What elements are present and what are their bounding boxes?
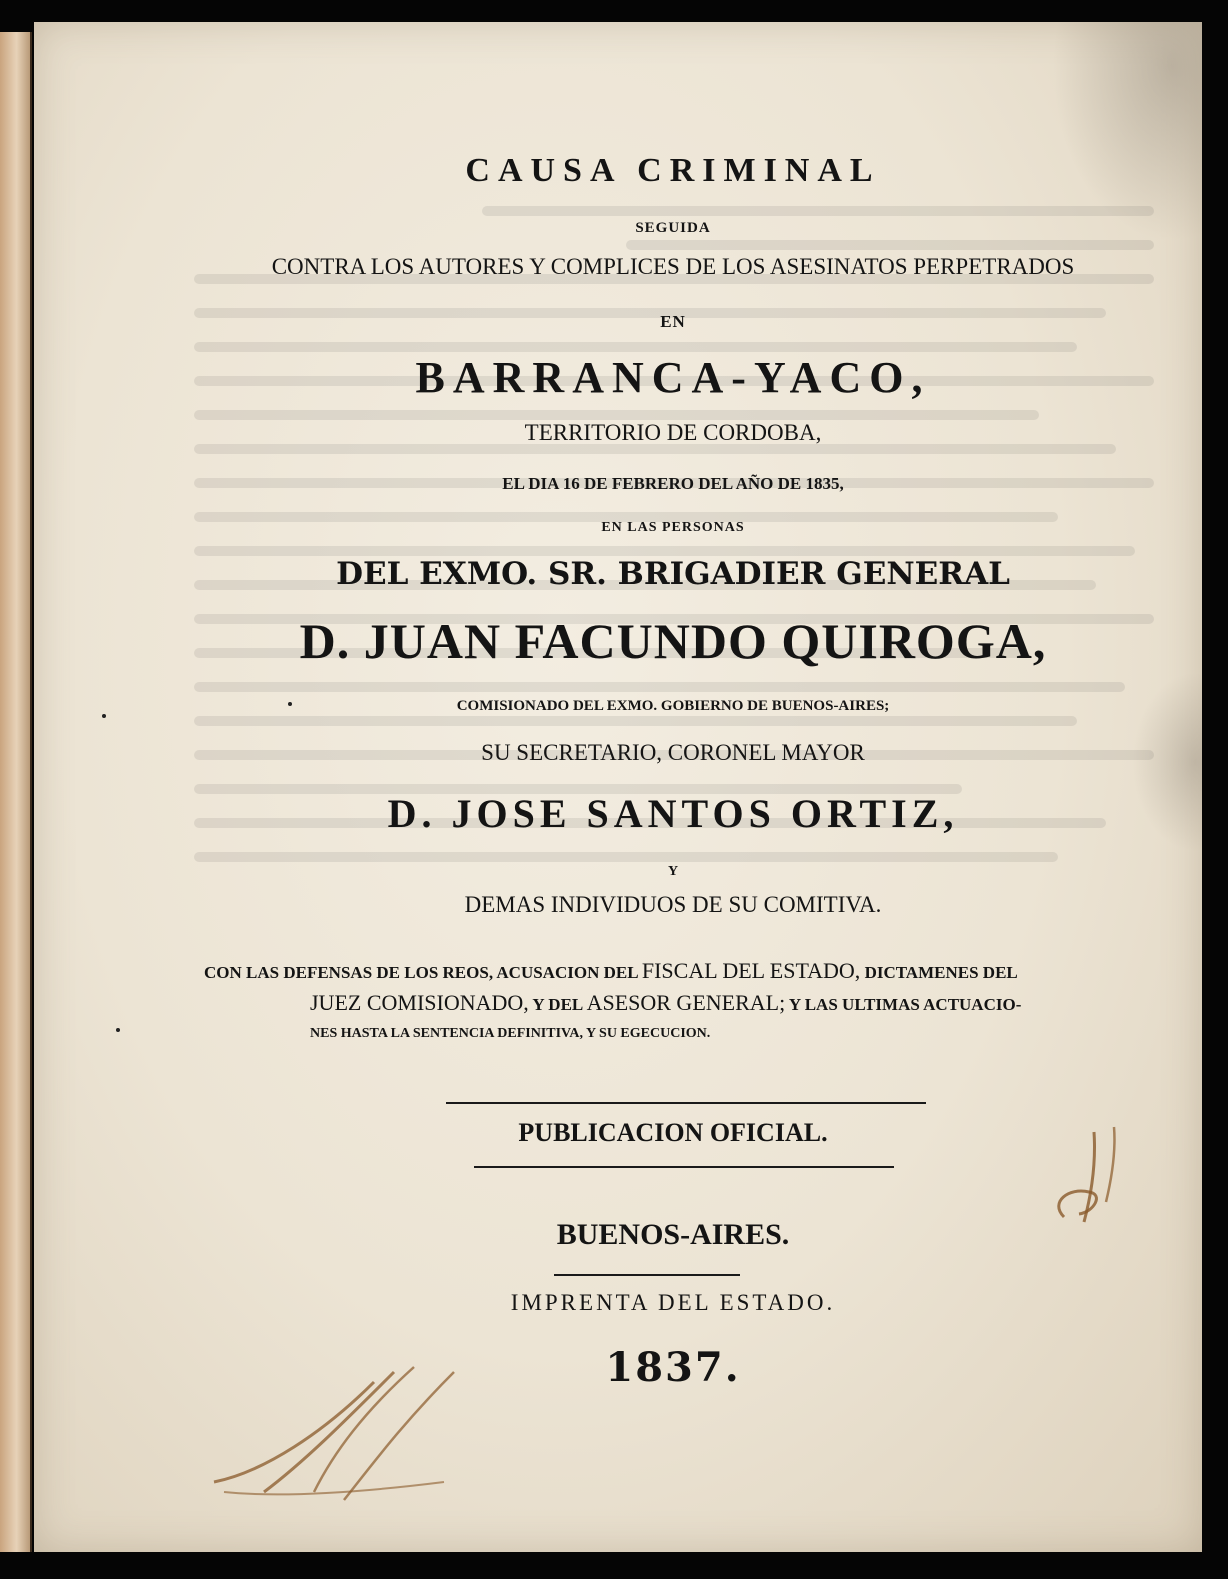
heading-name-quiroga: D. JUAN FACUNDO QUIROGA, [299, 613, 1047, 669]
text-rank: DEL EXMO. SR. BRIGADIER GENERAL [336, 556, 1010, 592]
text-imprenta: IMPRENTA DEL ESTADO. [510, 1290, 836, 1315]
divider-rule [446, 1102, 926, 1104]
heading-name-ortiz: D. JOSE SANTOS ORTIZ, [387, 791, 959, 836]
defensas-line-2 [310, 990, 1110, 1016]
text-en: EN [660, 312, 686, 331]
heading-causa-criminal: CAUSA CRIMINAL [465, 152, 881, 189]
ink-speck [288, 702, 292, 706]
defensas-text: CON LAS DEFENSAS DE LOS REOS, ACUSACION DEL [204, 963, 642, 982]
actuaciones-text: Y LAS ULTIMAS ACTUACIO- [785, 995, 1022, 1014]
text-date: EL DIA 16 DE FEBRERO DEL AÑO DE 1835, [502, 474, 844, 493]
defensas-line-1 [204, 958, 1114, 984]
text-territorio: TERRITORIO DE CORDOBA, [524, 420, 822, 445]
text-contra: CONTRA LOS AUTORES Y COMPLICES DE LOS ASESINATOS PERPETRADOS [271, 254, 1075, 279]
ink-speck [116, 1028, 120, 1032]
divider-rule [474, 1166, 894, 1168]
previous-page-edge [0, 32, 32, 1552]
text-y: Y [667, 864, 679, 879]
handwritten-mark [1034, 1122, 1144, 1242]
ink-speck [102, 714, 106, 718]
divider-rule [554, 1274, 740, 1276]
text-demas: DEMAS INDIVIDUOS DE SU COMITIVA. [464, 892, 882, 917]
text-personas: EN LAS PERSONAS [601, 520, 745, 535]
text-city: BUENOS-AIRES. [556, 1218, 790, 1251]
handwritten-signature [204, 1362, 524, 1502]
text-comisionado: COMISIONADO DEL EXMO. GOBIERNO DE BUENOS-AIRES; [456, 698, 890, 714]
dictamenes-text: DICTAMENES DEL [860, 963, 1018, 982]
asesor-text: ASESOR GENERAL; [586, 990, 786, 1015]
title-page-text [34, 22, 1202, 1552]
text-year: 1837. [605, 1344, 741, 1391]
y-del-text: Y DEL [528, 995, 587, 1014]
fiscal-text: FISCAL DEL ESTADO, [641, 958, 861, 983]
text-secretario: SU SECRETARIO, CORONEL MAYOR [481, 740, 865, 765]
heading-place: BARRANCA-YACO, [415, 353, 931, 402]
juez-text: JUEZ COMISIONADO, [310, 990, 529, 1015]
defensas-line-3: NES HASTA LA SENTENCIA DEFINITIVA, Y SU EGECUCION. [310, 1026, 711, 1041]
text-seguida: SEGUIDA [635, 220, 711, 236]
text-publicacion: PUBLICACION OFICIAL. [518, 1118, 828, 1147]
